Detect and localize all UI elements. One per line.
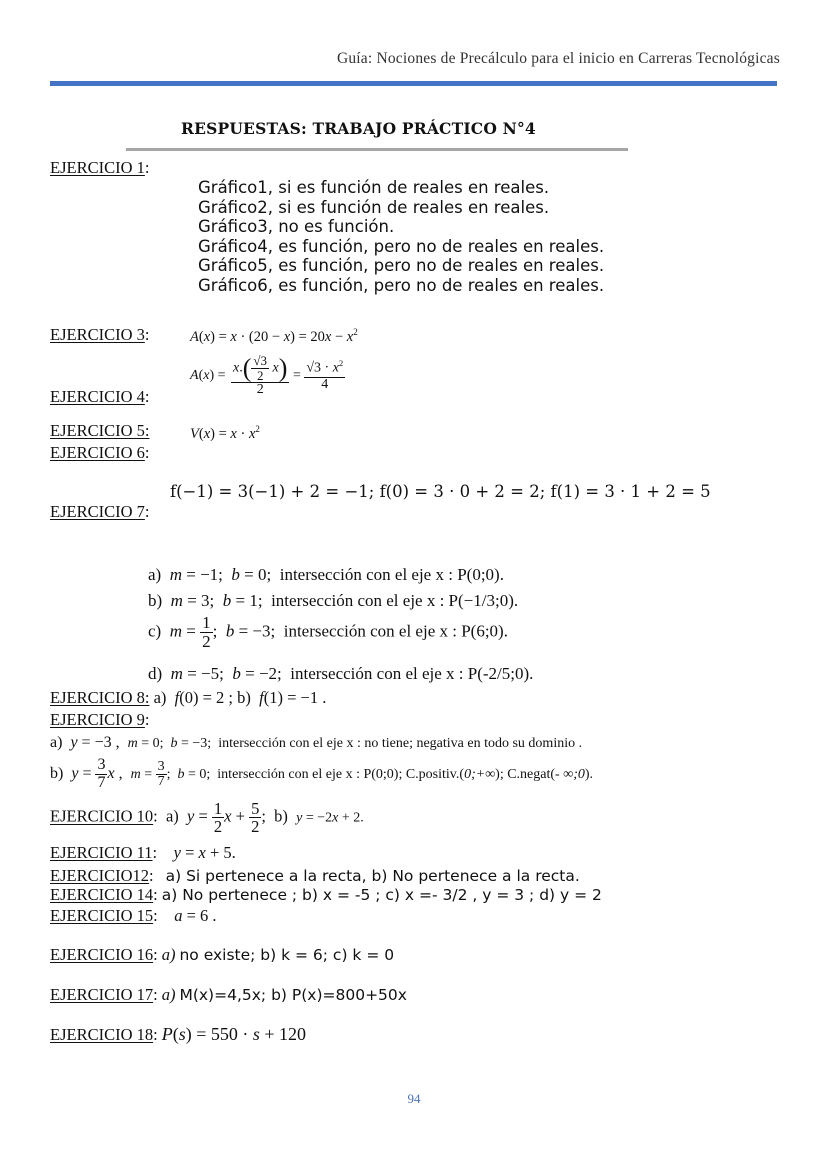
- exercise-16-row: EJERCICIO 16: a) no existe; b) k = 6; c) k = 0: [50, 945, 395, 964]
- exercise-5-formula: $V(x) = x \cdot x^2$: [190, 424, 260, 442]
- exercise-8-row: EJERCICIO 8: a) f(0) = 2 ; b) f(1) = −1 .: [50, 688, 327, 707]
- exercise-1-answers: [198, 178, 604, 296]
- exercise-5-heading: EJERCICIO 5:: [50, 421, 150, 440]
- exercise-7-item-c: c) m = $\frac{1}{2}$ ; b = −3; intersección con el eje x : P(6;0).: [148, 613, 508, 651]
- exercise-18-row: EJERCICIO 18: P(s) = 550 · s + 120: [50, 1024, 307, 1044]
- exercise-3-heading: EJERCICIO 3:: [50, 325, 150, 344]
- exercise-14-row: EJERCICIO 14: a) No pertenece ; b) x = -5 ; c) x =- 3/2 , y = 3 ; d) y = 2: [50, 885, 602, 904]
- exercise-9-heading: EJERCICIO 9:: [50, 710, 150, 729]
- exercise-4-heading: EJERCICIO 4:: [50, 387, 150, 406]
- graph-1-answer: Gráfico1, si es función de reales en reales.: [198, 178, 550, 197]
- graph-2-answer: Gráfico2, si es función de reales en reales.: [198, 197, 550, 217]
- exercise-17-row: EJERCICIO 17: a) M(x)=4,5x; b) P(x)=800+50x: [50, 985, 407, 1004]
- graph-6-answer: Gráfico6, es función, pero no de reales en reales.: [198, 275, 605, 295]
- header-title: Guía: Nociones de Precálculo para el inicio en Carreras Tecnológicas: [336, 50, 780, 67]
- exercise-6-evaluations: f(−1) = 3(−1) + 2 = −1; f(0) = 3 · 0 + 2 = 2; f(1) = 3 · 1 + 2 = 5: [170, 482, 711, 501]
- exercise-7-item-a: a) m = −1; b = 0; intersección con el eje x : P(0;0).: [148, 565, 504, 584]
- header-divider: [50, 81, 777, 86]
- exercise-3-formula: $A(x) = x \cdot (20 - x) = 20x - x^2$: [190, 327, 358, 345]
- title-divider: [126, 148, 628, 151]
- exercise-15-row: EJERCICIO 15: a = 6 .: [50, 906, 217, 925]
- exercise-1-heading: EJERCICIO 1:: [50, 158, 150, 177]
- exercise-9-item-a: a) y = −3 , m = 0; b = −3; intersección con el eje x : no tiene; negativa en todo su dominio .: [50, 734, 583, 751]
- graph-3-answer: Gráfico3, no es función.: [198, 217, 395, 237]
- exercise-6-heading: EJERCICIO 6:: [50, 443, 150, 462]
- exercise-7-heading: EJERCICIO 7:: [50, 502, 150, 521]
- exercise-7-item-d: d) m = −5; b = −2; intersección con el eje x : P(-2/5;0).: [148, 664, 534, 683]
- exercise-12-row: EJERCICIO12: a) Si pertenece a la recta, b) No pertenece a la recta.: [50, 866, 580, 885]
- graph-4-answer: Gráfico4, es función, pero no de reales en reales.: [198, 236, 605, 256]
- page-title: RESPUESTAS: TRABAJO PRÁCTICO N°4: [181, 119, 536, 138]
- exercise-7-item-b: b) m = 3; b = 1; intersección con el eje x : P(−1/3;0).: [148, 591, 519, 610]
- page-number: 94: [407, 1091, 421, 1106]
- graph-5-answer: Gráfico5, es función, pero no de reales en reales.: [198, 256, 605, 276]
- exercise-4-formula: A(x) = x.( $\frac{√3}{2}$ x) 2 = $\frac{√3 \cdot x^2}{4}$: [190, 353, 344, 398]
- exercise-10-row: EJERCICIO 10: a) y = $\frac{1}{2}$ x + $\frac{5}{2}$ ; b) y = −2x + 2.: [50, 799, 364, 837]
- exercise-11-row: EJERCICIO 11: y = x + 5.: [50, 843, 236, 862]
- exercise-9-item-b: b) y = $\frac{3}{7}$ x , m = $\frac{3}{7}$ ; b = 0; intersección con el eje x : P(0;0); C.positiv.(0;+∞); C.negat(- ∞;0).: [50, 756, 594, 791]
